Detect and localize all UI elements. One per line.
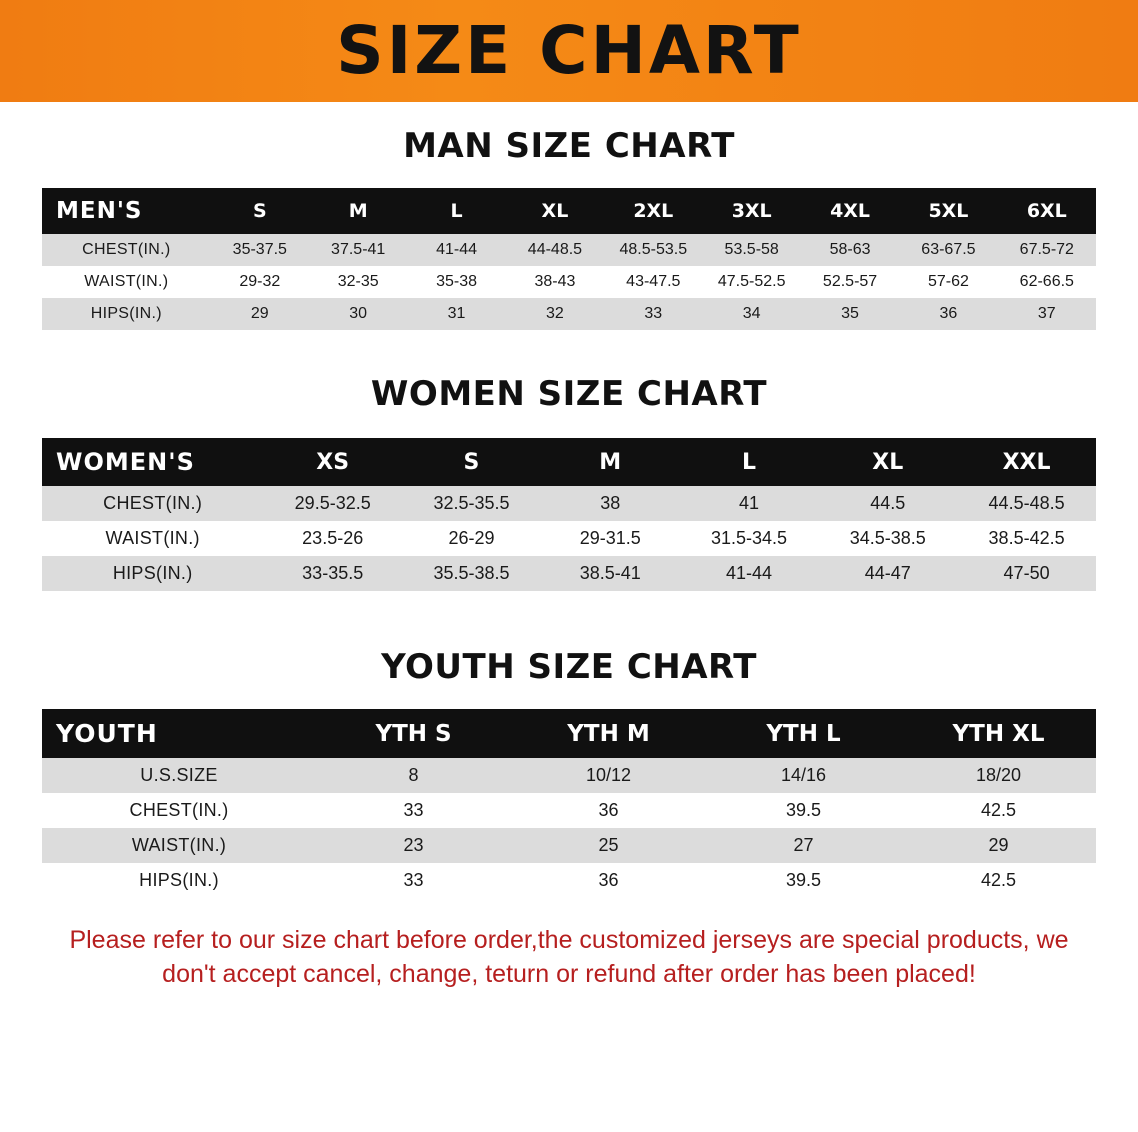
table-cell: 38.5-42.5 <box>957 521 1096 556</box>
page-title: SIZE CHART <box>336 12 802 89</box>
table-row <box>42 266 1096 298</box>
man-size-table <box>42 188 1096 330</box>
table-cell: 39.5 <box>706 793 901 828</box>
table-cell: 63-67.5 <box>899 234 997 266</box>
column-header: 5XL <box>899 188 997 234</box>
table-cell: 32 <box>506 298 604 330</box>
table-cell: 8 <box>316 758 511 793</box>
table-cell: 10/12 <box>511 758 706 793</box>
table-cell: 38-43 <box>506 266 604 298</box>
table-row <box>42 556 1096 591</box>
women-table-wrapper <box>42 438 1096 591</box>
column-header: L <box>680 438 819 486</box>
table-cell: 32.5-35.5 <box>402 486 541 521</box>
table-cell: 31.5-34.5 <box>680 521 819 556</box>
man-section-title: MAN SIZE CHART <box>403 126 735 166</box>
table-cell: 26-29 <box>402 521 541 556</box>
table-cell: 31 <box>407 298 505 330</box>
table-cell: 52.5-57 <box>801 266 899 298</box>
table-cell: 47.5-52.5 <box>703 266 801 298</box>
row-label: WAIST(IN.) <box>42 266 211 298</box>
column-header: S <box>211 188 309 234</box>
table-cell: 37.5-41 <box>309 234 407 266</box>
row-label: CHEST(IN.) <box>42 234 211 266</box>
table-cell: 38.5-41 <box>541 556 680 591</box>
column-header: 4XL <box>801 188 899 234</box>
table-cell: 29.5-32.5 <box>263 486 402 521</box>
column-header: 2XL <box>604 188 702 234</box>
row-label: CHEST(IN.) <box>42 793 316 828</box>
column-header: XL <box>506 188 604 234</box>
column-header: S <box>402 438 541 486</box>
table-row <box>42 234 1096 266</box>
table-cell: 57-62 <box>899 266 997 298</box>
table-row <box>42 863 1096 898</box>
table-cell: 44.5 <box>818 486 957 521</box>
table-cell: 29 <box>901 828 1096 863</box>
table-cell: 34 <box>703 298 801 330</box>
column-header: YTH L <box>706 709 901 758</box>
column-header: 6XL <box>998 188 1096 234</box>
column-header: YTH S <box>316 709 511 758</box>
table-cell: 47-50 <box>957 556 1096 591</box>
table-row <box>42 486 1096 521</box>
table-cell: 34.5-38.5 <box>818 521 957 556</box>
table-cell: 38 <box>541 486 680 521</box>
table-cell: 43-47.5 <box>604 266 702 298</box>
table-cell: 33 <box>604 298 702 330</box>
youth-size-table <box>42 709 1096 898</box>
column-header: MEN'S <box>42 188 211 234</box>
table-row <box>42 828 1096 863</box>
table-header-row <box>42 188 1096 234</box>
policy-note: Please refer to our size chart before order,the customized jerseys are special products, we don't accept cancel, change, teturn or refund after order has been placed! <box>69 926 1069 988</box>
women-section-title: WOMEN SIZE CHART <box>370 374 768 414</box>
table-cell: 36 <box>899 298 997 330</box>
table-cell: 35-37.5 <box>211 234 309 266</box>
column-header: 3XL <box>703 188 801 234</box>
column-header: YTH XL <box>901 709 1096 758</box>
table-cell: 42.5 <box>901 793 1096 828</box>
table-cell: 35 <box>801 298 899 330</box>
row-label: U.S.SIZE <box>42 758 316 793</box>
table-cell: 44-48.5 <box>506 234 604 266</box>
table-cell: 30 <box>309 298 407 330</box>
table-cell: 58-63 <box>801 234 899 266</box>
column-header: YTH M <box>511 709 706 758</box>
table-cell: 42.5 <box>901 863 1096 898</box>
table-cell: 44-47 <box>818 556 957 591</box>
column-header: XXL <box>957 438 1096 486</box>
youth-table-wrapper <box>42 709 1096 898</box>
row-label: WAIST(IN.) <box>42 521 263 556</box>
youth-section-title: YOUTH SIZE CHART <box>381 647 757 687</box>
table-cell: 36 <box>511 793 706 828</box>
table-row <box>42 793 1096 828</box>
women-size-table <box>42 438 1096 591</box>
table-cell: 29 <box>211 298 309 330</box>
column-header: WOMEN'S <box>42 438 263 486</box>
row-label: HIPS(IN.) <box>42 556 263 591</box>
table-cell: 41-44 <box>407 234 505 266</box>
table-cell: 27 <box>706 828 901 863</box>
row-label: HIPS(IN.) <box>42 863 316 898</box>
page-banner <box>0 0 1138 102</box>
table-row <box>42 521 1096 556</box>
table-cell: 53.5-58 <box>703 234 801 266</box>
table-header-row <box>42 438 1096 486</box>
table-row <box>42 298 1096 330</box>
table-cell: 35.5-38.5 <box>402 556 541 591</box>
table-cell: 14/16 <box>706 758 901 793</box>
table-cell: 37 <box>998 298 1096 330</box>
table-cell: 44.5-48.5 <box>957 486 1096 521</box>
table-row <box>42 758 1096 793</box>
table-cell: 29-32 <box>211 266 309 298</box>
column-header: L <box>407 188 505 234</box>
column-header: YOUTH <box>42 709 316 758</box>
row-label: WAIST(IN.) <box>42 828 316 863</box>
table-cell: 39.5 <box>706 863 901 898</box>
row-label: HIPS(IN.) <box>42 298 211 330</box>
column-header: XS <box>263 438 402 486</box>
column-header: XL <box>818 438 957 486</box>
row-label: CHEST(IN.) <box>42 486 263 521</box>
table-cell: 33-35.5 <box>263 556 402 591</box>
table-cell: 29-31.5 <box>541 521 680 556</box>
table-cell: 36 <box>511 863 706 898</box>
column-header: M <box>541 438 680 486</box>
table-cell: 33 <box>316 863 511 898</box>
table-cell: 41-44 <box>680 556 819 591</box>
table-cell: 32-35 <box>309 266 407 298</box>
man-table-wrapper <box>42 188 1096 330</box>
table-cell: 67.5-72 <box>998 234 1096 266</box>
table-cell: 35-38 <box>407 266 505 298</box>
table-cell: 25 <box>511 828 706 863</box>
table-cell: 41 <box>680 486 819 521</box>
table-cell: 33 <box>316 793 511 828</box>
table-cell: 62-66.5 <box>998 266 1096 298</box>
table-header-row <box>42 709 1096 758</box>
table-cell: 48.5-53.5 <box>604 234 702 266</box>
table-cell: 23 <box>316 828 511 863</box>
table-cell: 23.5-26 <box>263 521 402 556</box>
column-header: M <box>309 188 407 234</box>
table-cell: 18/20 <box>901 758 1096 793</box>
